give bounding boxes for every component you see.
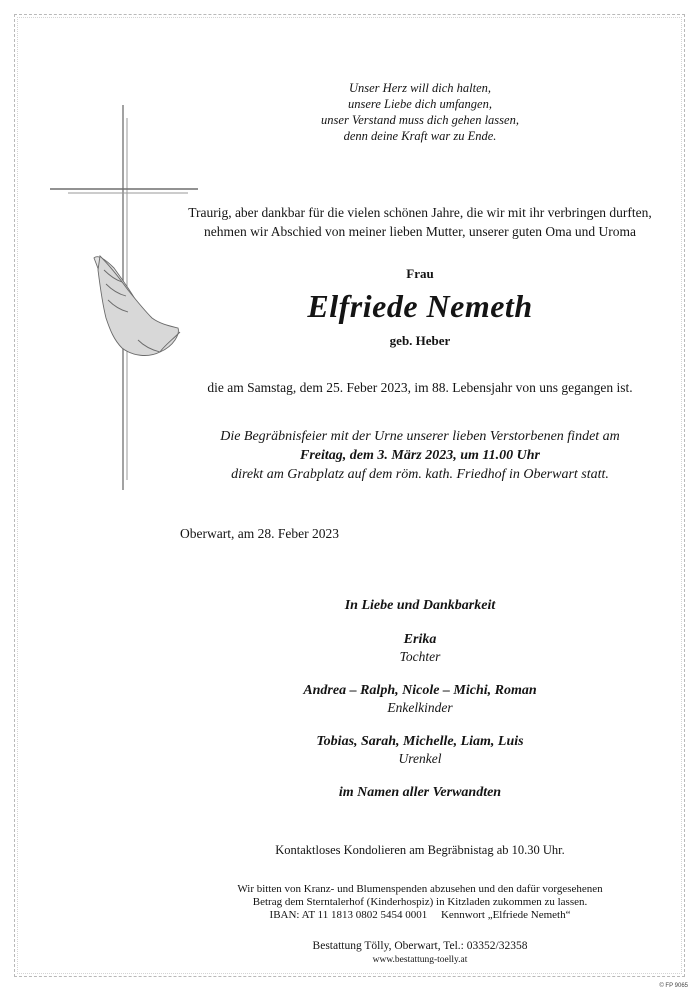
undertaker-website[interactable]: www.bestattung-toelly.at <box>372 955 468 965</box>
intro-line: nehmen wir Abschied von meiner lieben Mutter, unserer guten Oma und Uroma <box>203 224 637 239</box>
poem <box>160 80 680 144</box>
donation-line: Wir bitten von Kranz- und Blumenspenden abzusehen und den dafür vorgesehenen <box>237 883 603 895</box>
closing-phrase: In Liebe und Dankbarkeit <box>344 598 496 613</box>
funeral-info <box>160 427 680 484</box>
family-group <box>160 734 680 767</box>
donation-request <box>160 883 680 922</box>
place-date: Oberwart, am 28. Feber 2023 <box>180 526 339 541</box>
death-notice: die am Samstag, dem 25. Feber 2023, im 88. Lebensjahr von uns gegangen ist. <box>207 380 633 395</box>
on-behalf-text: im Namen aller Verwandten <box>338 785 502 800</box>
poem-line: Unser Herz will dich halten, <box>348 81 491 95</box>
family-names: Tobias, Sarah, Michelle, Liam, Luis <box>316 734 524 749</box>
poem-line: denn deine Kraft war zu Ende. <box>343 129 497 143</box>
condolence-note: Kontaktloses Kondolieren am Begräbnistag ab 10.30 Uhr. <box>275 843 565 857</box>
title-salutation: Frau <box>406 266 434 281</box>
family-role: Urenkel <box>398 751 442 766</box>
family-role: Enkelkinder <box>387 700 453 715</box>
intro-text <box>160 203 680 241</box>
deceased-name: Elfriede Nemeth <box>307 288 533 324</box>
donation-line: IBAN: AT 11 1813 0802 5454 0001 Kennwort „Elfriede Nemeth“ <box>269 909 571 921</box>
poem-line: unser Verstand muss dich gehen lassen, <box>321 113 519 127</box>
family-group <box>160 683 680 716</box>
funeral-date: Freitag, dem 3. März 2023, um 11.00 Uhr <box>300 448 540 463</box>
family-role: Tochter <box>399 649 441 664</box>
poem-line: unsere Liebe dich umfangen, <box>348 97 492 111</box>
undertaker-info: Bestattung Tölly, Oberwart, Tel.: 03352/32358 <box>312 940 528 952</box>
intro-line: Traurig, aber dankbar für die vielen schönen Jahre, die wir mit ihr verbringen durften, <box>188 205 652 220</box>
funeral-line: direkt am Grabplatz auf dem röm. kath. Friedhof in Oberwart statt. <box>231 467 609 482</box>
print-code: © FP 9065 <box>659 983 688 989</box>
maiden-name: geb. Heber <box>389 333 451 348</box>
funeral-line: Die Begräbnisfeier mit der Urne unserer lieben Verstorbenen findet am <box>220 429 620 444</box>
donation-line: Betrag dem Sterntalerhof (Kinderhospiz) in Kitzladen zukommen zu lassen. <box>252 896 588 908</box>
family-names: Erika <box>403 632 437 647</box>
family-group <box>160 632 680 665</box>
family-names: Andrea – Ralph, Nicole – Michi, Roman <box>303 683 537 698</box>
